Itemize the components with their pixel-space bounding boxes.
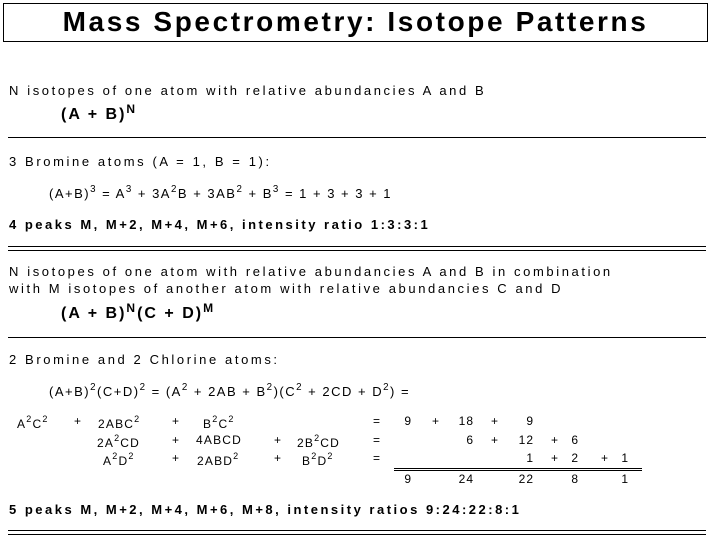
coefficient-cell: 6 bbox=[571, 433, 579, 447]
plus-sign: + bbox=[432, 414, 441, 428]
coefficient-cell: 12 bbox=[518, 433, 534, 447]
coefficient-cell: 6 bbox=[466, 433, 474, 447]
formula-exponent: N bbox=[126, 102, 138, 116]
intro-two-atoms-line2: with M isotopes of another atom with relative abundancies C and D bbox=[9, 281, 564, 296]
br-cl-expansion: $(A+B)^2(C+D)^2 = (A^2 + 2AB + B^2)(C^2 + 2CD + D^2)$ = bbox=[49, 382, 411, 399]
page-title: Mass Spectrometry: Isotope Patterns bbox=[62, 6, 649, 37]
coefficient-cell: 9 bbox=[526, 414, 534, 428]
total-cell: 1 bbox=[621, 472, 629, 486]
divider bbox=[8, 337, 706, 338]
coefficient-cell: 1 bbox=[621, 451, 629, 465]
coefficient-cell: 18 bbox=[458, 414, 474, 428]
total-cell: 24 bbox=[458, 472, 474, 486]
br-cl-result: 5 peaks M, M+2, M+4, M+6, M+8, intensity ratios 9:24:22:8:1 bbox=[9, 502, 522, 517]
divider bbox=[8, 137, 706, 138]
total-cell: 22 bbox=[518, 472, 534, 486]
intro-single-atom: N isotopes of one atom with relative abundancies A and B bbox=[9, 83, 487, 98]
divider bbox=[8, 534, 706, 535]
coefficient-cell: 2 bbox=[571, 451, 579, 465]
formula-base: (A + B) bbox=[61, 106, 127, 123]
term-4abcd: 4ABCD bbox=[196, 433, 243, 447]
divider bbox=[8, 530, 706, 531]
equals-sign: = bbox=[373, 433, 382, 447]
term-a2d2: $A^2D^2$ bbox=[103, 451, 135, 468]
plus-sign: + bbox=[172, 414, 181, 428]
term-a2c2: $A^2C^2$ bbox=[17, 414, 49, 431]
term-2abd2: 2ABD$^2$ bbox=[197, 451, 240, 468]
combined-formula: $(A + B)^N(C + D)^M$ bbox=[61, 301, 216, 322]
total-cell: 8 bbox=[571, 472, 579, 486]
plus-sign: + bbox=[601, 451, 610, 465]
plus-sign: + bbox=[74, 414, 83, 428]
divider bbox=[8, 250, 706, 251]
term-b2d2: $B^2D^2$ bbox=[302, 451, 334, 468]
plus-sign: + bbox=[551, 433, 560, 447]
coefficient-cell: 1 bbox=[526, 451, 534, 465]
plus-sign: + bbox=[274, 433, 283, 447]
sum-rule bbox=[394, 468, 642, 469]
intro-two-atoms-line1: N isotopes of one atom with relative abundancies A and B in combination bbox=[9, 264, 613, 279]
equals-sign: = bbox=[373, 451, 382, 465]
term-2abc2: 2ABC$^2$ bbox=[98, 414, 141, 431]
divider bbox=[8, 246, 706, 247]
binomial-formula bbox=[61, 102, 138, 124]
plus-sign: + bbox=[274, 451, 283, 465]
bromine-result: 4 peaks M, M+2, M+4, M+6, intensity ratio 1:3:3:1 bbox=[9, 217, 431, 232]
term-b2c2: $B^2C^2$ bbox=[203, 414, 235, 431]
plus-sign: + bbox=[172, 433, 181, 447]
bromine-expansion: $(A+B)^3 = A^3 + 3A^2B + 3AB^2 + B^3 = 1 + 3 + 3 + 1$ bbox=[49, 184, 393, 201]
equals-sign: = bbox=[373, 414, 382, 428]
total-cell: 9 bbox=[404, 472, 412, 486]
br-cl-heading: 2 Bromine and 2 Chlorine atoms: bbox=[9, 352, 280, 367]
plus-sign: + bbox=[491, 433, 500, 447]
bromine-heading: 3 Bromine atoms (A = 1, B = 1): bbox=[9, 154, 272, 169]
plus-sign: + bbox=[172, 451, 181, 465]
sum-rule bbox=[394, 470, 642, 471]
plus-sign: + bbox=[491, 414, 500, 428]
coefficient-cell: 9 bbox=[404, 414, 412, 428]
term-2a2cd: $2A^2CD$ bbox=[97, 433, 141, 450]
title-box bbox=[3, 3, 708, 42]
term-2b2cd: $2B^2CD$ bbox=[297, 433, 341, 450]
plus-sign: + bbox=[551, 451, 560, 465]
